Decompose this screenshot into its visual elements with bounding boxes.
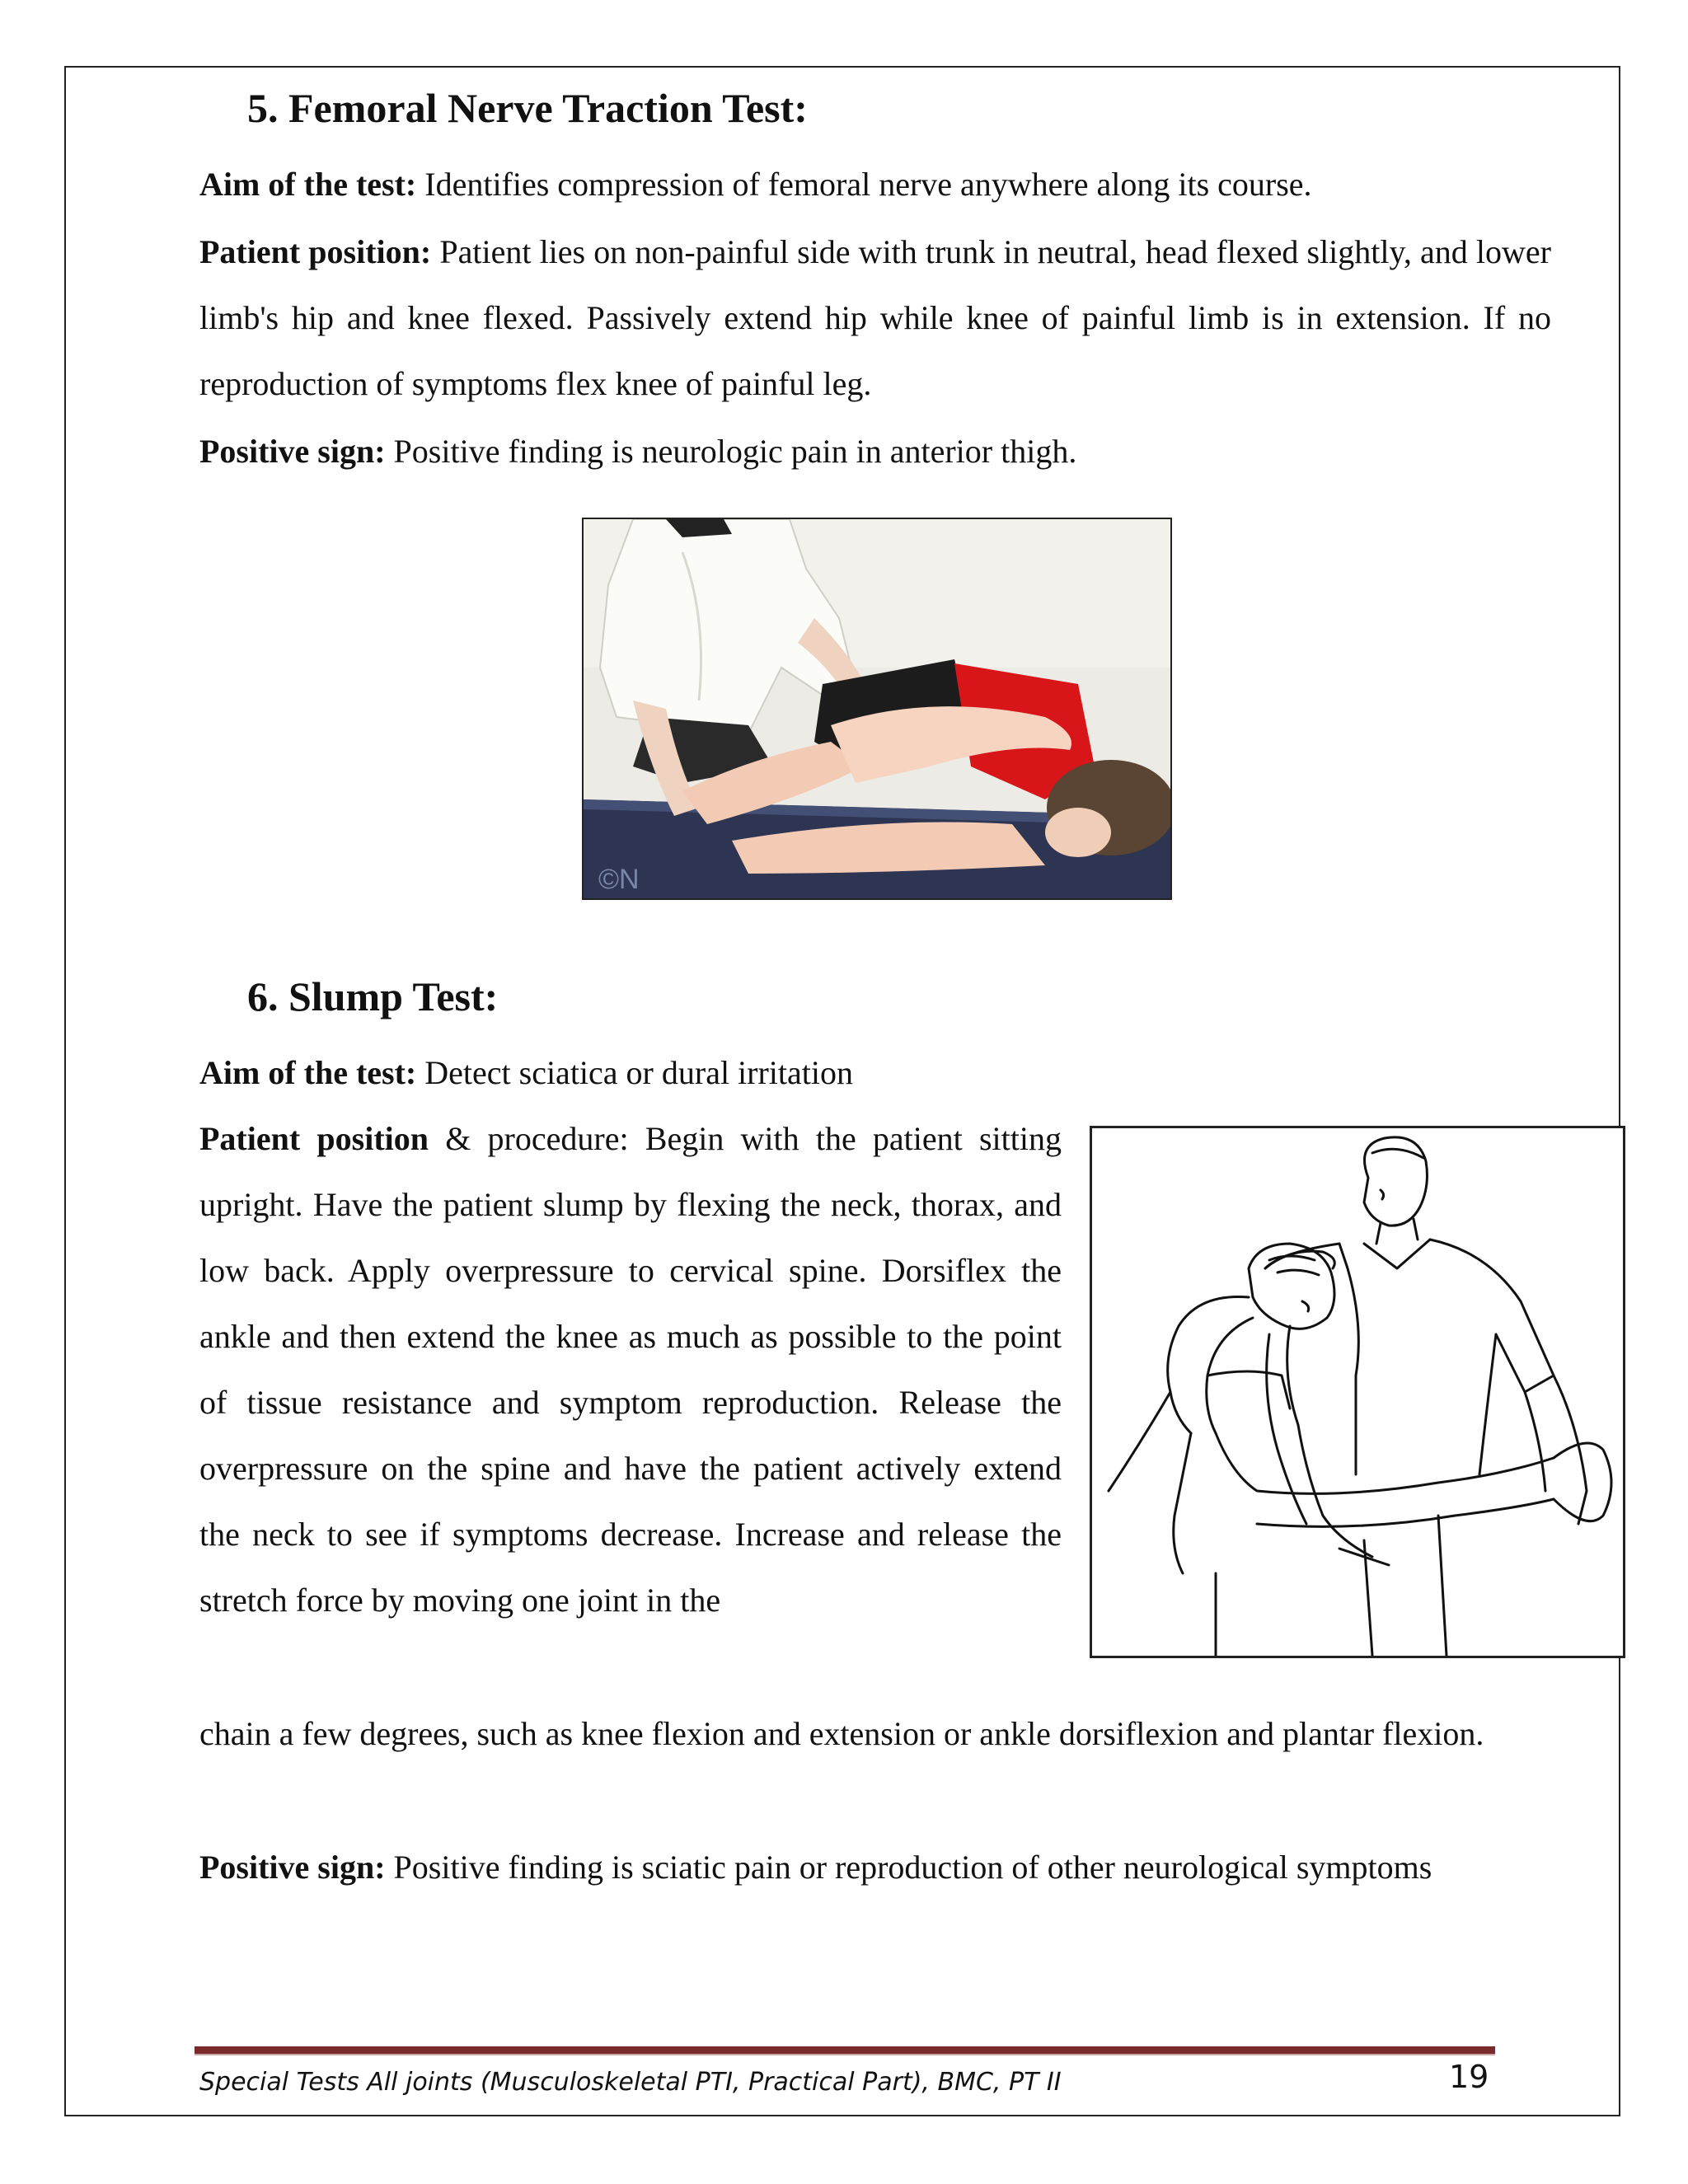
footer-rule (195, 2046, 1495, 2055)
page-number: 19 (1449, 2059, 1489, 2095)
position-label: Patient position (199, 1120, 429, 1157)
aim-label: Aim of the test: (199, 166, 417, 203)
position-text: & procedure: Begin with the patient sitting upright. Have the patient slump by flexing the neck, thorax, and low back. Apply overpressure to cervical spine. Dorsiflex the ankle and then extend the knee as much as possible to the point of tissue resistance and symptom reproduction. Release the overpressure on the spine and have the patient actively extend the neck to see if symptoms decrease. Increase and release the stretch force by moving one joint in the (199, 1120, 1062, 1619)
positive-text: Positive finding is neurologic pain in anterior thigh. (385, 433, 1077, 470)
photo-watermark: ©N (598, 864, 640, 895)
aim-paragraph-slump (199, 1040, 1551, 1106)
aim-text: Identifies compression of femoral nerve anywhere along its course. (416, 166, 1312, 203)
position-label: Patient position: (199, 233, 432, 270)
position-text: Patient lies on non-painful side with trunk in neutral, head flexed slightly, and lower limb's hip and knee flexed. Passively extend hip while knee of painful limb is in extension. If no reproduction of symptoms flex knee of painful leg. (199, 233, 1551, 402)
position-paragraph-slump-continued: chain a few degrees, such as knee flexion and extension or ankle dorsiflexion and plantar flexion. (199, 1715, 1484, 1752)
positive-sign-paragraph-femoral (199, 419, 1551, 485)
position-paragraph-femoral (199, 219, 1551, 417)
position-paragraph-slump (199, 1106, 1062, 1633)
slump-test-line-illustration (1092, 1128, 1623, 1656)
positive-label: Positive sign: (199, 1849, 386, 1886)
positive-sign-paragraph-slump (199, 1835, 1551, 1900)
positive-text: Positive finding is sciatic pain or reproduction of other neurological symptoms (385, 1849, 1432, 1886)
aim-label: Aim of the test: (199, 1054, 417, 1091)
section-heading-femoral-nerve: 5. Femoral Nerve Traction Test: (247, 85, 808, 131)
section-heading-slump-test: 6. Slump Test: (247, 973, 499, 1019)
femoral-test-photo-illustration (584, 519, 1170, 898)
femoral-nerve-test-photo (582, 518, 1172, 900)
positive-label: Positive sign: (199, 433, 386, 470)
aim-paragraph-femoral (199, 152, 1551, 218)
footer-text: Special Tests All joints (Musculoskeletal PTI, Practical Part), BMC, PT II (199, 2068, 1062, 2097)
aim-text: Detect sciatica or dural irritation (416, 1054, 854, 1091)
slump-test-drawing (1090, 1126, 1625, 1658)
